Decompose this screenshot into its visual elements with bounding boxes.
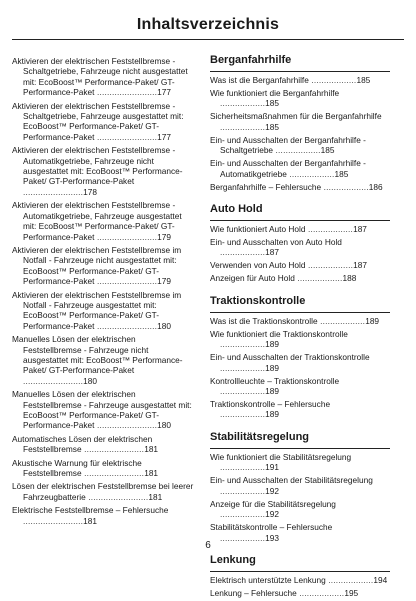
- toc-entry-text: [12, 481, 195, 502]
- toc-entry-text: [12, 334, 195, 386]
- toc-entry-label: Ein- und Ausschalten der Berganfahrhilfe - Schaltgetriebe: [210, 134, 366, 156]
- toc-entry-text: [210, 111, 390, 132]
- leader-dots: ..................: [220, 409, 266, 420]
- toc-page-number: 189: [265, 386, 279, 397]
- leader-dots: ..................: [296, 587, 345, 598]
- leader-dots: ........................: [94, 231, 158, 242]
- leader-dots: ........................: [94, 131, 158, 142]
- toc-entry-text: [210, 588, 390, 598]
- leader-dots: ..................: [220, 339, 266, 350]
- toc-entry[interactable]: [210, 376, 390, 397]
- toc-page-number: 185: [265, 98, 279, 109]
- toc-entry-label: Elektrische Feststellbremse – Fehlersuche: [12, 505, 169, 516]
- leader-dots: ..................: [317, 315, 366, 326]
- toc-entry[interactable]: [210, 475, 390, 496]
- toc-entry[interactable]: [12, 290, 195, 332]
- toc-entry-label: Wie funktioniert Auto Hold: [210, 224, 306, 235]
- leader-dots: ........................: [94, 420, 158, 431]
- toc-entry[interactable]: [210, 135, 390, 156]
- toc-entry-text: [210, 475, 390, 496]
- toc-page-number: 193: [265, 532, 279, 543]
- toc-page-number: 185: [334, 168, 349, 179]
- toc-entry[interactable]: [210, 237, 390, 258]
- section-heading: Stabilitätsregelung: [210, 430, 310, 443]
- toc-page-number: 189: [365, 315, 380, 326]
- toc-entry[interactable]: [210, 75, 390, 85]
- toc-entry-text: [210, 376, 390, 397]
- toc-entry-text: [210, 260, 390, 270]
- toc-entry-text: [210, 135, 390, 156]
- toc-page-number: 178: [83, 186, 97, 197]
- leader-dots: ..................: [220, 509, 266, 520]
- toc-entry-label: Was ist die Berganfahrhilfe: [210, 75, 309, 85]
- toc-entry-label: Aktivieren der elektrischen Feststellbremse - Automatikgetriebe, Fahrzeuge ausgestattet mit: EcoBoost™ Performance-Paket/ GT-Performance-Paket: [12, 200, 182, 242]
- toc-page-number: 187: [265, 247, 279, 258]
- toc-entry[interactable]: [12, 434, 195, 455]
- leader-dots: ..................: [305, 260, 354, 271]
- toc-entry-text: [210, 237, 390, 258]
- toc-entry-text: [210, 575, 390, 585]
- leader-dots: ..................: [220, 386, 266, 397]
- toc-entry-text: [210, 224, 390, 234]
- toc-entry-label: Manuelles Lösen der elektrischen Feststellbremse - Fahrzeuge ausgestattet mit: EcoBoost™ Performance-Paket/ GT-Performance-Paket: [12, 389, 192, 431]
- toc-entry-label: Traktionskontrolle – Fehlersuche: [210, 399, 331, 410]
- leader-dots: ..................: [294, 273, 343, 284]
- toc-page-number: 180: [157, 320, 171, 331]
- section-rule: [210, 571, 390, 572]
- toc-entry-label: Aktivieren der elektrischen Feststellbremse im Notfall - Fahrzeuge ausgestattet mit: EcoBoost™ Performance-Paket/ GT-Performance-Paket: [12, 289, 182, 331]
- toc-page-number: 181: [148, 491, 163, 502]
- leader-dots: ........................: [23, 515, 84, 526]
- toc-page-number: 185: [320, 145, 335, 156]
- toc-entry-label: Anzeige für die Stabilitätsregelung: [210, 498, 336, 509]
- toc-page-number: 194: [373, 574, 388, 585]
- toc-entry-label: Akustische Warnung für elektrische Feststellbremse: [12, 457, 142, 479]
- toc-page-number: 188: [342, 273, 357, 284]
- toc-entry[interactable]: [210, 352, 390, 373]
- toc-entry-text: [12, 56, 195, 98]
- page-title: Inhaltsverzeichnis: [136, 16, 280, 33]
- toc-entry[interactable]: [210, 182, 390, 192]
- toc-entry-text: [12, 145, 195, 197]
- toc-entry-label: Berganfahrhilfe – Fehlersuche: [210, 181, 322, 192]
- toc-right-column: [210, 54, 390, 601]
- leader-dots: ..................: [220, 462, 266, 473]
- toc-entry-text: [12, 200, 195, 242]
- leader-dots: ..................: [220, 362, 266, 373]
- section-rule: [210, 448, 390, 449]
- toc-entry[interactable]: [12, 200, 195, 242]
- toc-entry[interactable]: [210, 329, 390, 350]
- toc-page-number: 180: [83, 375, 97, 386]
- toc-page-number: 181: [83, 515, 97, 526]
- toc-entry-label: Anzeigen für Auto Hold: [210, 273, 295, 284]
- toc-page-number: 181: [144, 444, 159, 455]
- toc-entry-text: [210, 88, 390, 109]
- leader-dots: ..................: [220, 532, 266, 543]
- page-number: 6: [205, 540, 211, 551]
- leader-dots: ........................: [23, 375, 84, 386]
- toc-entry[interactable]: [12, 458, 195, 479]
- section-heading: Auto Hold: [210, 203, 263, 216]
- toc-page-number: 187: [353, 224, 367, 235]
- toc-entry-label: Sicherheitsmaßnahmen für die Berganfahrhilfe: [210, 111, 382, 122]
- toc-page-number: 189: [265, 409, 279, 420]
- toc-entry-label: Elektrisch unterstützte Lenkung: [210, 574, 326, 585]
- toc-entry[interactable]: [12, 389, 195, 431]
- toc-entry[interactable]: [210, 273, 390, 283]
- leader-dots: ..................: [325, 574, 374, 585]
- toc-entry[interactable]: [210, 575, 390, 585]
- toc-page-number: 177: [157, 87, 171, 98]
- leader-dots: ........................: [85, 491, 149, 502]
- title-rule: [12, 39, 404, 40]
- toc-entry[interactable]: [210, 499, 390, 520]
- toc-entry-text: [12, 505, 195, 526]
- toc-entry-text: [12, 290, 195, 332]
- toc-entry-label: Wie funktioniert die Stabilitätsregelung: [210, 451, 352, 462]
- toc-entry[interactable]: [12, 56, 195, 98]
- leader-dots: ........................: [81, 468, 145, 479]
- toc-entry-text: [210, 182, 390, 192]
- leader-dots: ..................: [220, 247, 266, 258]
- toc-page-number: 179: [157, 276, 171, 287]
- section-heading: Berganfahrhilfe: [210, 54, 292, 66]
- toc-entry-text: [12, 245, 195, 287]
- toc-page-number: 192: [265, 485, 279, 496]
- section-rule: [210, 220, 390, 221]
- toc-entry-label: Automatisches Lösen der elektrischen Feststellbremse: [12, 433, 153, 455]
- toc-entry-text: [210, 316, 390, 326]
- toc-page-number: 181: [144, 468, 159, 479]
- section-rule: [210, 71, 390, 72]
- toc-entry-text: [210, 352, 390, 373]
- toc-entry-label: Kontrollleuchte – Traktionskontrolle: [210, 375, 340, 386]
- toc-entry-text: [210, 399, 390, 420]
- toc-entry[interactable]: [12, 245, 195, 287]
- toc-entry-label: Aktivieren der elektrischen Feststellbremse - Automatikgetriebe, Fahrzeuge nicht ausgestattet mit: EcoBoost™ Performance-Paket/ GT-Performance-Paket: [12, 145, 183, 187]
- toc-entry[interactable]: [210, 260, 390, 270]
- leader-dots: ..................: [220, 98, 266, 109]
- toc-entry-label: Ein- und Ausschalten von Auto Hold: [210, 237, 342, 248]
- toc-entry-label: Ein- und Ausschalten der Berganfahrhilfe - Automatikgetriebe: [210, 158, 366, 179]
- toc-entry-text: [210, 273, 390, 283]
- toc-entry[interactable]: [210, 158, 390, 179]
- toc-entry[interactable]: [210, 452, 390, 473]
- toc-entry[interactable]: [210, 224, 390, 234]
- toc-page-number: 192: [265, 509, 279, 520]
- toc-entry-label: Aktivieren der elektrischen Feststellbremse - Schaltgetriebe, Fahrzeuge ausgestattet mit: EcoBoost™ Performance-Paket/ GT-Performance-Paket: [12, 100, 184, 142]
- toc-entry[interactable]: [12, 101, 195, 143]
- leader-dots: ..................: [273, 145, 321, 156]
- toc-entry-text: [12, 434, 195, 455]
- toc-entry[interactable]: [12, 334, 195, 386]
- toc-page-number: 185: [265, 121, 279, 132]
- toc-entry-text: [210, 452, 390, 473]
- toc-entry[interactable]: [12, 481, 195, 502]
- toc-page-number: 179: [157, 231, 171, 242]
- toc-entry-label: Verwenden von Auto Hold: [210, 260, 306, 271]
- toc-entry-text: [12, 389, 195, 431]
- leader-dots: ..................: [321, 181, 369, 192]
- toc-entry-text: [210, 75, 390, 85]
- toc-entry-label: Stabilitätskontrolle – Fehlersuche: [210, 522, 333, 533]
- leader-dots: ........................: [81, 444, 145, 455]
- leader-dots: ..................: [286, 168, 335, 179]
- leader-dots: ........................: [94, 87, 158, 98]
- section-rule: [210, 312, 390, 313]
- toc-left-column: [12, 56, 195, 529]
- toc-page-number: 185: [356, 75, 371, 85]
- leader-dots: ........................: [94, 276, 158, 287]
- toc-entry-label: Aktivieren der elektrischen Feststellbremse im Notfall - Fahrzeuge nicht ausgestattet mit: EcoBoost™ Performance-Paket/ GT-Performance-Paket: [12, 244, 182, 287]
- toc-entry-label: Lösen der elektrischen Feststellbremse bei leerer Fahrzeugbatterie: [12, 481, 194, 502]
- toc-entry-label: Aktivieren der elektrischen Feststellbremse - Schaltgetriebe, Fahrzeuge nicht ausgestattet mit: EcoBoost™ Performance-Paket/ GT-Performance-Paket: [12, 56, 188, 98]
- toc-page-number: 195: [344, 587, 359, 598]
- toc-entry-label: Manuelles Lösen der elektrischen Feststellbremse - Fahrzeuge nicht ausgestattet mit: EcoBoost™ Performance-Paket/ GT-Performance-Paket: [12, 334, 183, 376]
- toc-entry[interactable]: [210, 316, 390, 326]
- toc-entry[interactable]: [12, 505, 195, 526]
- leader-dots: ..................: [220, 121, 266, 132]
- toc-entry-label: Wie funktioniert die Traktionskontrolle: [210, 328, 348, 339]
- leader-dots: ..................: [308, 75, 357, 85]
- toc-entry-label: Ein- und Ausschalten der Traktionskontrolle: [210, 352, 370, 363]
- toc-page-number: 191: [265, 462, 279, 473]
- toc-entry[interactable]: [210, 399, 390, 420]
- leader-dots: ........................: [94, 320, 158, 331]
- leader-dots: ........................: [23, 186, 84, 197]
- toc-entry-text: [210, 499, 390, 520]
- toc-entry[interactable]: [210, 111, 390, 132]
- toc-page-number: 189: [265, 339, 279, 350]
- toc-page-number: 189: [265, 362, 279, 373]
- toc-page-number: 177: [157, 131, 171, 142]
- toc-page-number: 186: [368, 181, 383, 192]
- toc-entry-label: Was ist die Traktionskontrolle: [210, 315, 318, 326]
- toc-entry-label: Ein- und Ausschalten der Stabilitätsregelung: [210, 475, 373, 486]
- toc-entry-label: Wie funktioniert die Berganfahrhilfe: [210, 88, 340, 98]
- toc-entry-text: [210, 158, 390, 179]
- toc-entry[interactable]: [12, 145, 195, 197]
- toc-page-number: 187: [353, 260, 367, 271]
- leader-dots: ..................: [305, 224, 354, 235]
- toc-entry-text: [210, 329, 390, 350]
- toc-entry[interactable]: [210, 588, 390, 598]
- toc-entry-text: [12, 458, 195, 479]
- toc-page-number: 180: [157, 420, 171, 431]
- toc-entry-text: [12, 101, 195, 143]
- toc-entry-label: Lenkung – Fehlersuche: [210, 587, 297, 598]
- section-heading: Lenkung: [210, 553, 256, 566]
- toc-entry[interactable]: [210, 88, 390, 109]
- section-heading: Traktionskontrolle: [210, 294, 306, 307]
- leader-dots: ..................: [220, 485, 266, 496]
